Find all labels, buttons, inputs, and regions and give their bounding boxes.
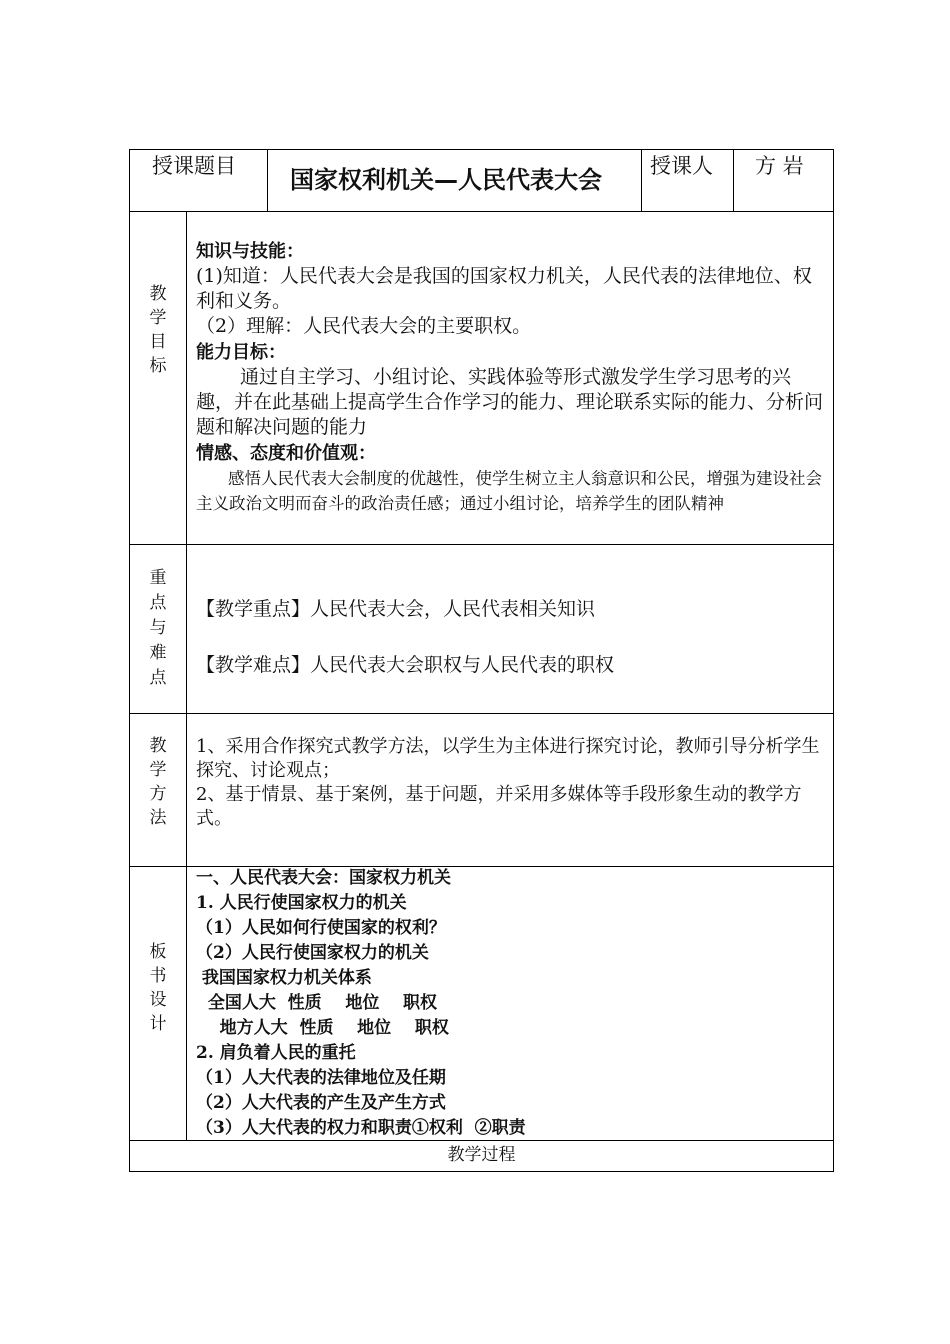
methods-label-char: 方	[149, 784, 167, 804]
board-label-char: 书	[149, 966, 167, 986]
header-divider-1	[267, 149, 268, 211]
board-label-char: 板	[149, 942, 167, 962]
objectives-label-char: 教	[149, 284, 167, 304]
objectives-label-char: 学	[149, 308, 167, 328]
knowledge-item-1: (1)知道：人民代表大会是我国的国家权力机关，人民代表的法律地位、权利和义务。	[196, 265, 812, 312]
method-item-1: 1、采用合作探究式教学方法，以学生为主体进行探究讨论，教师引导分析学生探究、讨论观点；	[196, 736, 820, 781]
emotion-heading: 情感、态度和价值观：	[196, 443, 376, 464]
emotion-text: 感悟人民代表大会制度的优越性，使学生树立主人翁意识和公民，增强为建设社会主义政治文明而奋斗的政治责任感；通过小组讨论，培养学生的团队精神	[196, 469, 822, 513]
knowledge-item-2: （2）理解：人民代表大会的主要职权。	[196, 315, 532, 337]
objectives-label	[147, 282, 169, 378]
topic-label: 授课题目	[152, 154, 236, 178]
ability-text: 通过自主学习、小组讨论、实践体验等形式激发学生学习思考的兴趣，并在此基础上提高学生合作学习的能力、理论联系实际的能力、分析问题和解决问题的能力	[196, 366, 824, 438]
knowledge-heading: 知识与技能：	[196, 241, 304, 262]
key-points-label	[147, 566, 169, 691]
table-border-right	[833, 149, 834, 1172]
method-item-2: 2、基于情景、基于案例，基于问题，并采用多媒体等手段形象生动的教学方式。	[196, 784, 802, 829]
board-line: （3）人大代表的权力和职责①权利 ②职责	[196, 1118, 526, 1138]
row-divider-2	[129, 544, 834, 545]
methods-label-char: 教	[149, 736, 167, 756]
board-content	[196, 866, 828, 1141]
methods-content	[196, 735, 828, 831]
board-line: 一、人民代表大会：国家权力机关	[196, 868, 451, 888]
row-divider-1	[129, 211, 834, 212]
board-line: 我国国家权力机关体系	[196, 968, 372, 988]
objectives-label-char: 目	[149, 332, 167, 352]
key-points-label-char: 重	[149, 568, 167, 588]
board-label	[147, 940, 169, 1036]
board-label-char: 计	[149, 1014, 167, 1034]
topic-title: 国家权利机关—人民代表大会	[290, 166, 602, 194]
row-divider-3	[129, 713, 834, 714]
header-divider-2	[641, 149, 642, 211]
key-points-label-char: 难	[149, 643, 167, 663]
board-line: （1）人大代表的法律地位及任期	[196, 1068, 446, 1088]
key-points-label-char: 与	[149, 618, 167, 638]
objectives-label-char: 标	[149, 356, 167, 376]
board-line: （1）人民如何行使国家的权利？	[196, 918, 446, 938]
methods-label-char: 学	[149, 760, 167, 780]
board-line: 全国人大 性质 地位 职权	[196, 993, 438, 1013]
label-column-divider	[186, 211, 187, 1140]
ability-heading: 能力目标：	[196, 342, 286, 363]
board-label-char: 设	[149, 990, 167, 1010]
board-line: 1. 人民行使国家权力的机关	[196, 893, 407, 913]
teaching-process-label: 教学过程	[447, 1145, 516, 1165]
objectives-content	[196, 240, 828, 516]
board-line: （2）人民行使国家权力的机关	[196, 943, 429, 963]
header-divider-3	[733, 149, 734, 211]
board-line: 2. 肩负着人民的重托	[196, 1043, 356, 1063]
methods-label-char: 法	[149, 808, 167, 828]
key-points-label-char: 点	[149, 668, 167, 688]
teacher-label: 授课人	[650, 154, 713, 178]
key-points-label-char: 点	[149, 593, 167, 613]
teaching-focus: 【教学重点】人民代表大会，人民代表相关知识	[196, 598, 596, 620]
methods-label	[147, 734, 169, 830]
teaching-difficulty: 【教学难点】人民代表大会职权与人民代表的职权	[196, 654, 615, 676]
board-line: 地方人大 性质 地位 职权	[196, 1018, 449, 1038]
board-line: （2）人大代表的产生及产生方式	[196, 1093, 446, 1113]
teacher-name: 方 岩	[755, 154, 804, 178]
table-border-bottom	[129, 1171, 834, 1172]
table-border-left	[129, 149, 130, 1172]
